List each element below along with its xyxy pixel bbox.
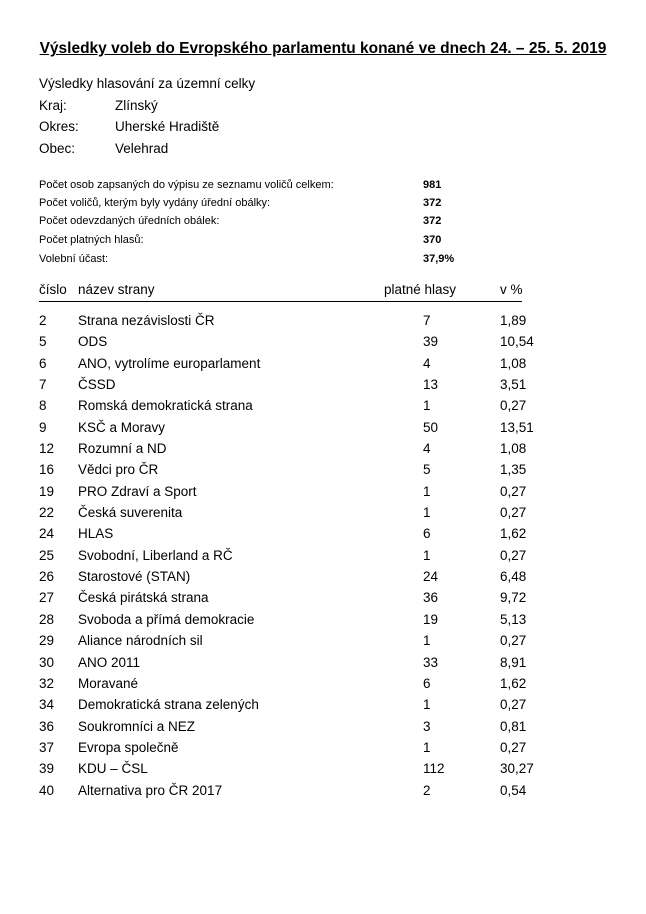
table-row xyxy=(0,676,646,697)
party-name: HLAS xyxy=(78,526,114,542)
party-percent: 1,08 xyxy=(500,441,527,457)
municipality-label: Obec: xyxy=(39,141,76,156)
table-row xyxy=(0,740,646,761)
party-number: 2 xyxy=(39,313,47,328)
municipality-value: Velehrad xyxy=(115,141,169,156)
party-name: Svoboda a přímá demokracie xyxy=(78,611,255,627)
table-row xyxy=(0,441,646,462)
party-name: Romská demokratická strana xyxy=(78,398,253,414)
party-votes: 13 xyxy=(423,377,439,393)
party-votes: 7 xyxy=(423,313,431,328)
table-row xyxy=(0,398,646,419)
stat-value: 37,9% xyxy=(423,253,455,265)
table-row xyxy=(0,313,646,334)
stat-value: 981 xyxy=(423,179,442,191)
party-number: 34 xyxy=(39,697,55,713)
party-name: Svobodní, Liberland a RČ xyxy=(78,547,233,563)
party-name: Alternativa pro ČR 2017 xyxy=(78,782,223,798)
party-votes: 6 xyxy=(423,675,431,691)
party-percent: 1,35 xyxy=(500,462,527,478)
party-percent: 13,51 xyxy=(500,419,534,435)
party-number: 30 xyxy=(39,654,55,670)
header-percent: v % xyxy=(500,282,523,297)
party-number: 25 xyxy=(39,547,55,563)
party-votes: 24 xyxy=(423,569,439,585)
district-label: Okres: xyxy=(39,119,79,134)
table-row xyxy=(0,633,646,654)
header-divider xyxy=(39,301,522,302)
party-votes: 112 xyxy=(423,761,445,777)
party-percent: 0,27 xyxy=(500,398,527,414)
party-percent: 0,27 xyxy=(500,547,527,563)
party-percent: 0,27 xyxy=(500,697,527,713)
table-row xyxy=(0,377,646,398)
party-votes: 19 xyxy=(423,611,439,627)
table-row xyxy=(0,569,646,590)
party-name: Česká pirátská strana xyxy=(78,590,209,606)
party-percent: 1,08 xyxy=(500,355,527,371)
party-name: Rozumní a ND xyxy=(78,441,167,457)
party-name: Evropa společně xyxy=(78,739,179,755)
party-percent: 0,27 xyxy=(500,633,527,649)
party-number: 32 xyxy=(39,675,55,691)
party-name: Aliance národních sil xyxy=(78,633,203,649)
stat-label: Počet osob zapsaných do výpisu ze seznamu voličů celkem: xyxy=(39,179,334,191)
party-percent: 1,89 xyxy=(500,313,527,328)
party-votes: 5 xyxy=(423,462,431,478)
party-votes: 39 xyxy=(423,334,439,350)
party-votes: 1 xyxy=(423,633,431,649)
stat-label: Volební účast: xyxy=(39,253,109,265)
party-number: 7 xyxy=(39,377,47,393)
subtitle: Výsledky hlasování za územní celky xyxy=(39,76,256,91)
party-name: PRO Zdraví a Sport xyxy=(78,483,197,499)
table-row xyxy=(0,612,646,633)
party-percent: 0,27 xyxy=(500,483,527,499)
party-name: Česká suverenita xyxy=(78,505,183,521)
party-votes: 4 xyxy=(423,355,431,371)
table-row xyxy=(0,783,646,804)
party-name: Soukromníci a NEZ xyxy=(78,718,196,734)
party-name: ODS xyxy=(78,334,108,350)
party-percent: 0,54 xyxy=(500,782,527,798)
header-valid-votes: platné hlasy xyxy=(384,282,457,297)
table-row xyxy=(0,719,646,740)
region-label: Kraj: xyxy=(39,98,67,113)
party-name: ČSSD xyxy=(78,377,116,393)
party-votes: 36 xyxy=(423,590,439,606)
party-name: ANO, vytrolíme europarlament xyxy=(78,355,261,371)
table-row xyxy=(0,526,646,547)
party-number: 36 xyxy=(39,718,55,734)
table-row xyxy=(0,484,646,505)
table-row xyxy=(0,590,646,611)
party-number: 40 xyxy=(39,782,55,798)
stat-label: Počet odevzdaných úředních obálek: xyxy=(39,215,220,227)
party-number: 9 xyxy=(39,419,47,435)
district-value: Uherské Hradiště xyxy=(115,119,220,134)
region-value: Zlínský xyxy=(115,98,158,113)
party-name: KSČ a Moravy xyxy=(78,419,166,435)
stat-value: 372 xyxy=(423,215,442,227)
stat-value: 370 xyxy=(423,234,442,246)
party-number: 24 xyxy=(39,526,55,542)
stat-value: 372 xyxy=(423,197,442,209)
party-number: 6 xyxy=(39,355,47,371)
table-row xyxy=(0,334,646,355)
party-number: 27 xyxy=(39,590,55,606)
party-votes: 6 xyxy=(423,526,431,542)
party-number: 12 xyxy=(39,441,55,457)
party-percent: 8,91 xyxy=(500,654,527,670)
party-name: KDU – ČSL xyxy=(78,761,148,777)
party-number: 16 xyxy=(39,462,55,478)
party-votes: 3 xyxy=(423,718,431,734)
party-votes: 1 xyxy=(423,398,431,414)
table-row xyxy=(0,356,646,377)
party-percent: 1,62 xyxy=(500,675,527,691)
table-row xyxy=(0,697,646,718)
party-number: 19 xyxy=(39,483,55,499)
party-percent: 5,13 xyxy=(500,611,527,627)
party-votes: 50 xyxy=(423,419,439,435)
party-votes: 1 xyxy=(423,739,431,755)
results-table-body xyxy=(0,313,646,804)
table-row xyxy=(0,420,646,441)
party-number: 22 xyxy=(39,505,55,521)
party-votes: 33 xyxy=(423,654,439,670)
party-number: 26 xyxy=(39,569,55,585)
party-votes: 4 xyxy=(423,441,431,457)
party-percent: 10,54 xyxy=(500,334,534,350)
table-row xyxy=(0,462,646,483)
table-row xyxy=(0,655,646,676)
page-title: Výsledky voleb do Evropského parlamentu konané ve dnech 24. – 25. 5. 2019 xyxy=(39,40,607,57)
party-name: ANO 2011 xyxy=(78,654,141,670)
stat-label: Počet platných hlasů: xyxy=(39,234,144,246)
party-number: 29 xyxy=(39,633,55,649)
party-percent: 0,81 xyxy=(500,718,527,734)
party-percent: 1,62 xyxy=(500,526,527,542)
party-percent: 0,27 xyxy=(500,505,527,521)
party-name: Moravané xyxy=(78,675,139,691)
header-party-name: název strany xyxy=(78,282,155,297)
party-votes: 1 xyxy=(423,697,431,713)
party-percent: 3,51 xyxy=(500,377,527,393)
table-row xyxy=(0,505,646,526)
header-number: číslo xyxy=(39,282,67,297)
table-row xyxy=(0,761,646,782)
party-number: 5 xyxy=(39,334,47,350)
party-votes: 1 xyxy=(423,483,431,499)
stat-label: Počet voličů, kterým byly vydány úřední obálky: xyxy=(39,197,271,209)
party-percent: 0,27 xyxy=(500,739,527,755)
party-percent: 9,72 xyxy=(500,590,527,606)
table-row xyxy=(0,548,646,569)
party-number: 8 xyxy=(39,398,47,414)
party-number: 28 xyxy=(39,611,55,627)
party-name: Strana nezávislosti ČR xyxy=(78,313,215,328)
party-name: Demokratická strana zelených xyxy=(78,697,259,713)
party-votes: 2 xyxy=(423,782,431,798)
party-votes: 1 xyxy=(423,505,431,521)
party-name: Starostové (STAN) xyxy=(78,569,191,585)
party-percent: 6,48 xyxy=(500,569,527,585)
party-number: 39 xyxy=(39,761,55,777)
party-votes: 1 xyxy=(423,547,431,563)
party-name: Vědci pro ČR xyxy=(78,462,159,478)
party-number: 37 xyxy=(39,739,55,755)
party-percent: 30,27 xyxy=(500,761,534,777)
